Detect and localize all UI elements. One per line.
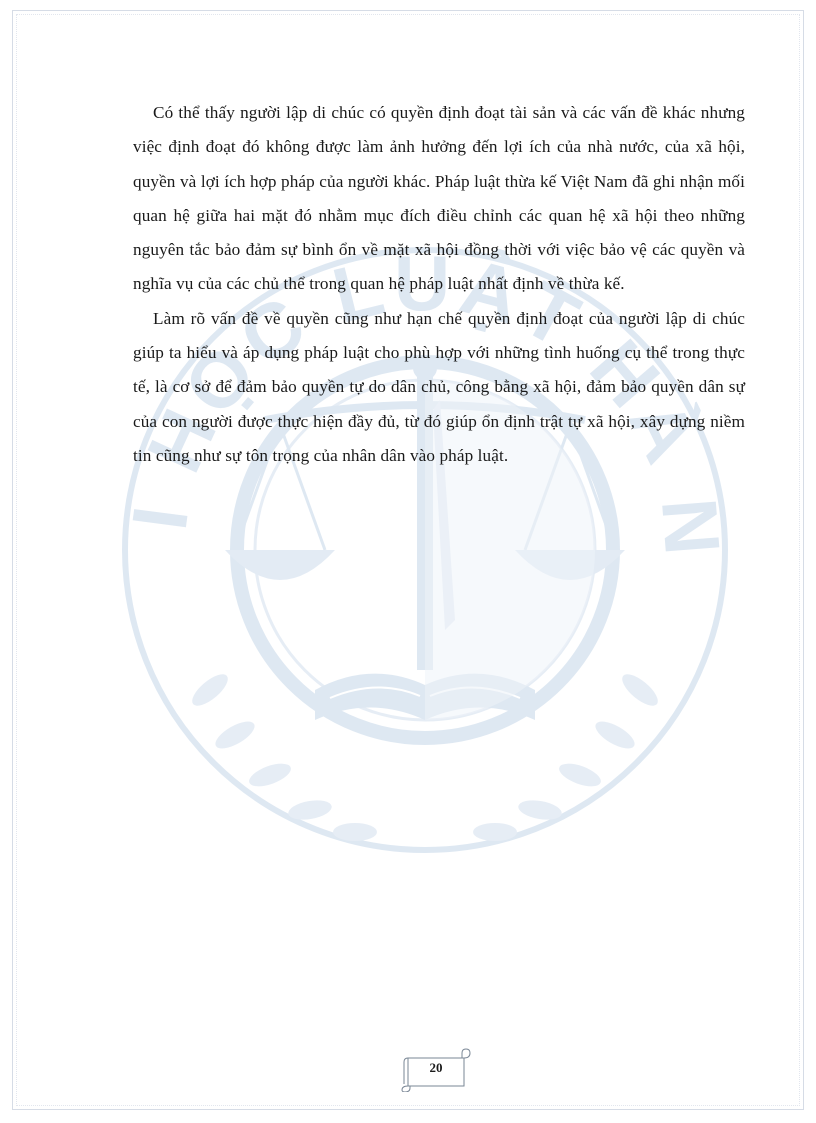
page-number-scroll-frame <box>400 1048 472 1092</box>
paragraph-1: Có thể thấy người lập di chúc có quyền định đoạt tài sản và các vấn đề khác nhưng việc định đoạt đó không được làm ảnh hưởng đến lợi ích của nhà nước, của xã hội, quyền và lợi ích hợp pháp của người khác. Pháp luật thừa kế Việt Nam đã ghi nhận mối quan hệ giữa hai mặt đó nhằm mục đích điều chỉnh các quan hệ xã hội theo những nguyên tắc bảo đảm sự bình ổn về mặt xã hội đồng thời với việc bảo vệ các quyền và nghĩa vụ của các chủ thể trong quan hệ pháp luật nhất định về thừa kế. <box>133 103 745 294</box>
paragraph-2: Làm rõ vấn đề về quyền cũng như hạn chế quyền định đoạt của người lập di chúc giúp ta hiểu và áp dụng pháp luật cho phù hợp với những tình huống cụ thể trong thực tế, là cơ sở để đảm bảo quyền tự do dân chủ, công bằng xã hội, đảm bảo quyền dân sự của con người được thực hiện đầy đủ, từ đó giúp ổn định trật tự xã hội, xây dựng niềm tin cũng như sự tôn trọng của nhân dân vào pháp luật. <box>133 308 745 465</box>
document-body <box>133 96 745 473</box>
page-number: 20 <box>429 1060 443 1075</box>
svg-text:ĐẠI HỌC LUẬT HÀ NỘI: I HỌC LUẬT HÀ N <box>115 239 735 564</box>
